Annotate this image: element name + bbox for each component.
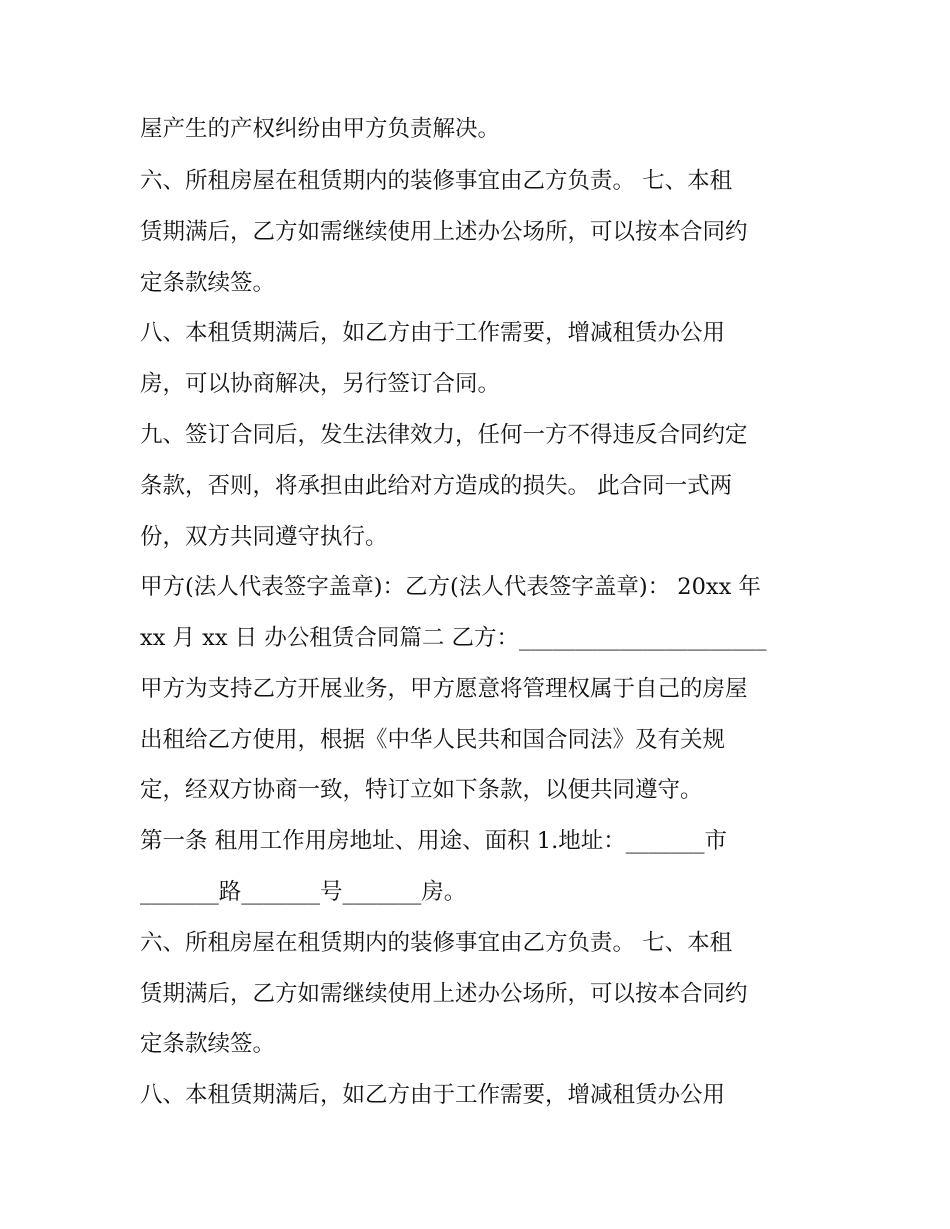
text-line: xx 月 xx 日 办公租赁合同篇二 乙方：______________________ xyxy=(140,625,767,651)
text-line: _______路_______号_______房。 xyxy=(140,879,467,905)
text-line: 屋产生的产权纠纷由甲方负责解决。 xyxy=(140,116,501,142)
text-line: 份，双方共同遵守执行。 xyxy=(140,524,388,550)
text-line: 房，可以协商解决，另行签订合同。 xyxy=(140,371,501,397)
text-line: 甲方(法人代表签字盖章)：乙方(法人代表签字盖章)： 20xx 年 xyxy=(140,574,761,600)
text-line: 第一条 租用工作用房地址、用途、面积 1.地址：_______市 xyxy=(140,828,728,854)
text-line: 六、所租房屋在租赁期内的装修事宜由乙方负责。 七、本租 xyxy=(140,168,733,194)
text-line: 赁期满后，乙方如需继续使用上述办公场所，可以按本合同约 xyxy=(140,219,748,245)
text-line: 条款，否则，将承担由此给对方造成的损失。 此合同一式两 xyxy=(140,473,733,499)
text-line: 八、本租赁期满后，如乙方由于工作需要，增减租赁办公用 xyxy=(140,1082,726,1108)
text-line: 定，经双方协商一致，特订立如下条款，以便共同遵守。 xyxy=(140,777,703,803)
text-line: 出租给乙方使用，根据《中华人民共和国合同法》及有关规 xyxy=(140,727,726,753)
text-line: 甲方为支持乙方开展业务，甲方愿意将管理权属于自己的房屋 xyxy=(140,676,748,702)
text-line: 赁期满后，乙方如需继续使用上述办公场所，可以按本合同约 xyxy=(140,981,748,1007)
text-line: 定条款续签。 xyxy=(140,1031,276,1057)
text-line: 八、本租赁期满后，如乙方由于工作需要，增减租赁办公用 xyxy=(140,320,726,346)
text-line: 六、所租房屋在租赁期内的装修事宜由乙方负责。 七、本租 xyxy=(140,930,733,956)
text-line: 九、签订合同后，发生法律效力，任何一方不得违反合同约定 xyxy=(140,422,748,448)
text-line: 定条款续签。 xyxy=(140,270,276,296)
